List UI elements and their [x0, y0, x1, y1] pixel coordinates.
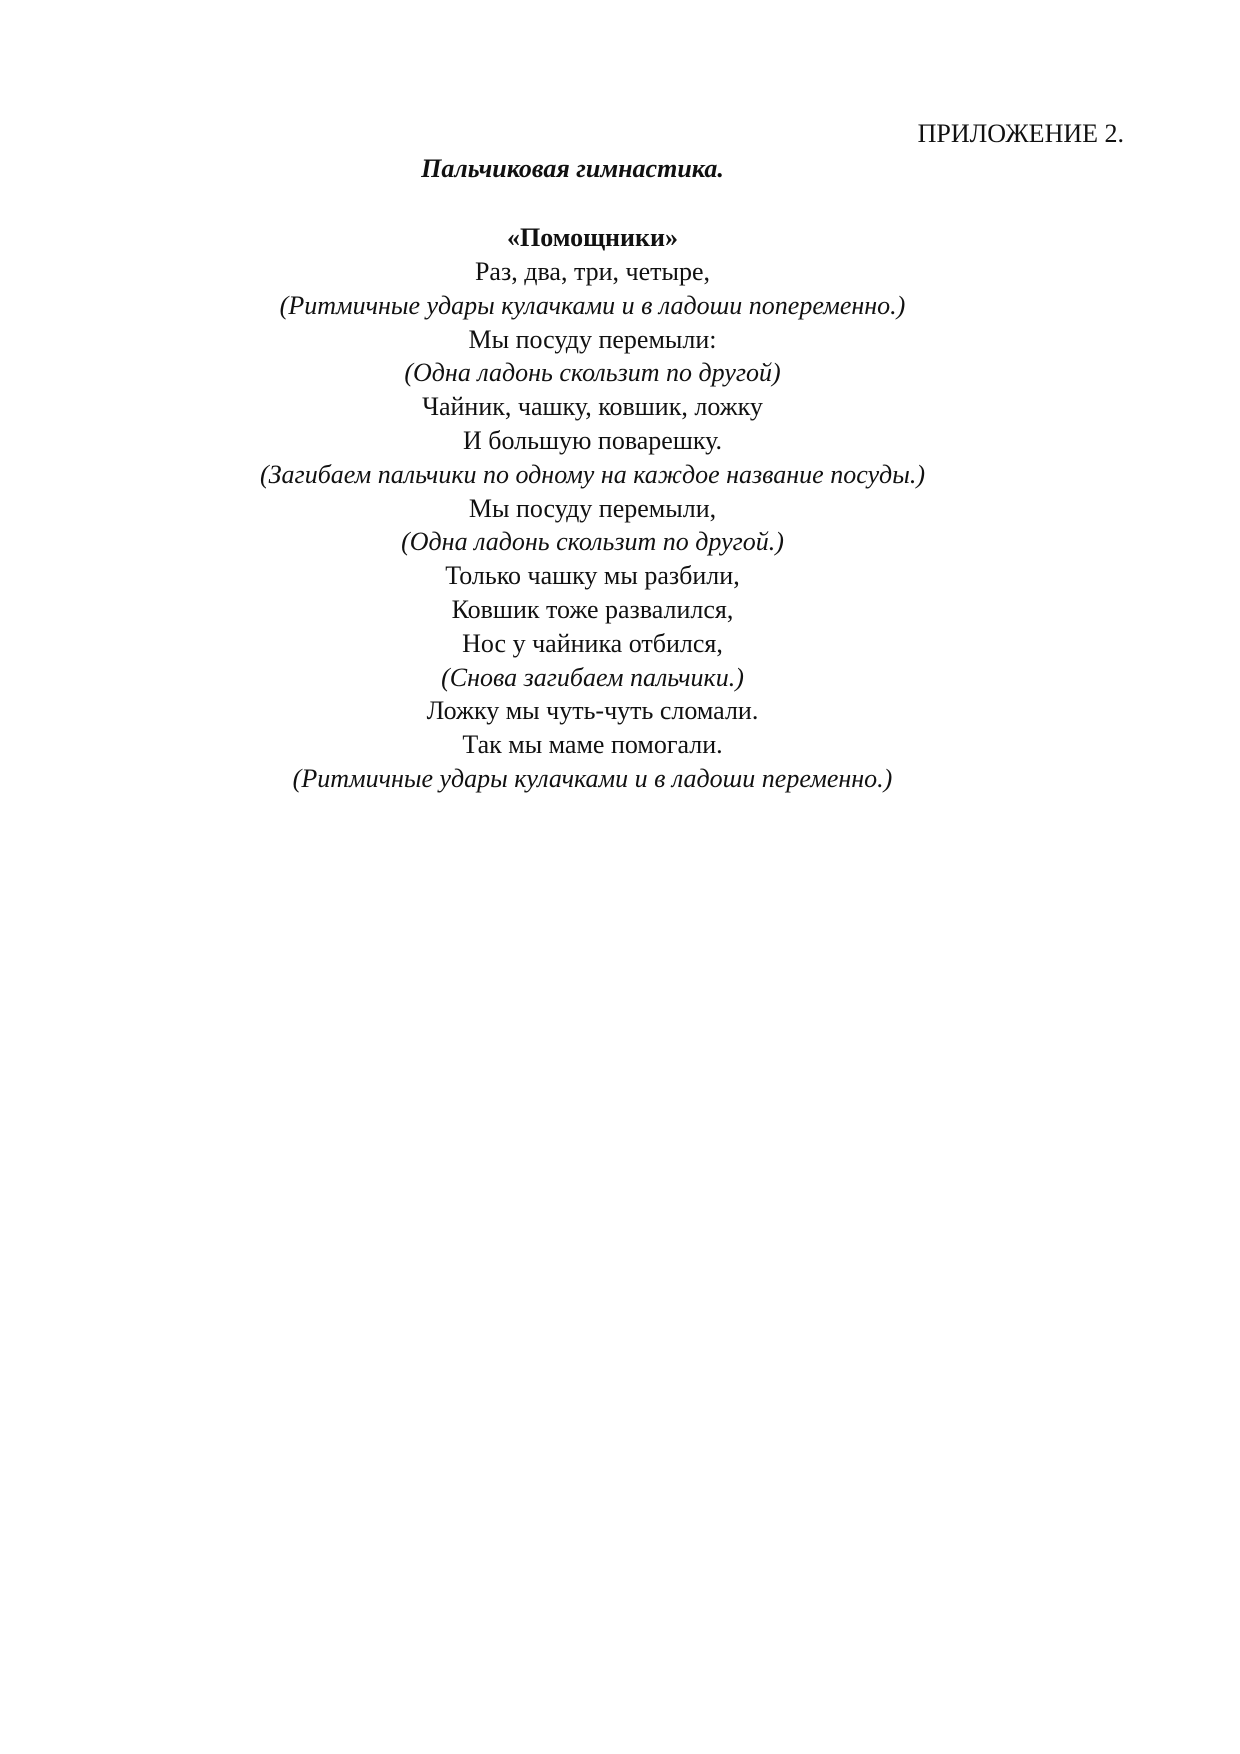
poem-line: Мы посуду перемыли, — [468, 493, 717, 523]
poem-line: Ковшик тоже развалился, — [451, 594, 734, 624]
stage-direction: (Одна ладонь скользит по другой) — [404, 358, 781, 388]
poem-line: Ложку мы чуть-чуть сломали. — [426, 696, 759, 726]
stage-direction: (Снова загибаем пальчики.) — [441, 662, 744, 692]
appendix-label: ПРИЛОЖЕНИЕ 2. — [917, 119, 1124, 148]
poem-title: «Помощники» — [507, 223, 678, 252]
poem-line: И большую поварешку. — [462, 425, 723, 455]
stage-direction: (Загибаем пальчики по одному на каждое название посуды.) — [260, 459, 925, 489]
poem-line: Чайник, чашку, ковшик, ложку — [422, 392, 763, 422]
poem-line: Так мы маме помогали. — [462, 730, 723, 760]
poem-line: Только чашку мы разбили, — [445, 561, 740, 591]
poem-line: Нос у чайника отбился, — [462, 628, 723, 658]
stage-direction: (Ритмичные удары кулачками и в ладоши попеременно.) — [279, 290, 906, 320]
stage-direction: (Ритмичные удары кулачками и в ладоши переменно.) — [292, 763, 893, 793]
poem-body — [0, 255, 1240, 796]
poem-line: Мы посуду перемыли: — [468, 324, 717, 354]
poem-line: Раз, два, три, четыре, — [474, 257, 711, 286]
document-title: Пальчиковая гимнастика. — [421, 154, 724, 183]
stage-direction: (Одна ладонь скользит по другой.) — [401, 527, 784, 557]
